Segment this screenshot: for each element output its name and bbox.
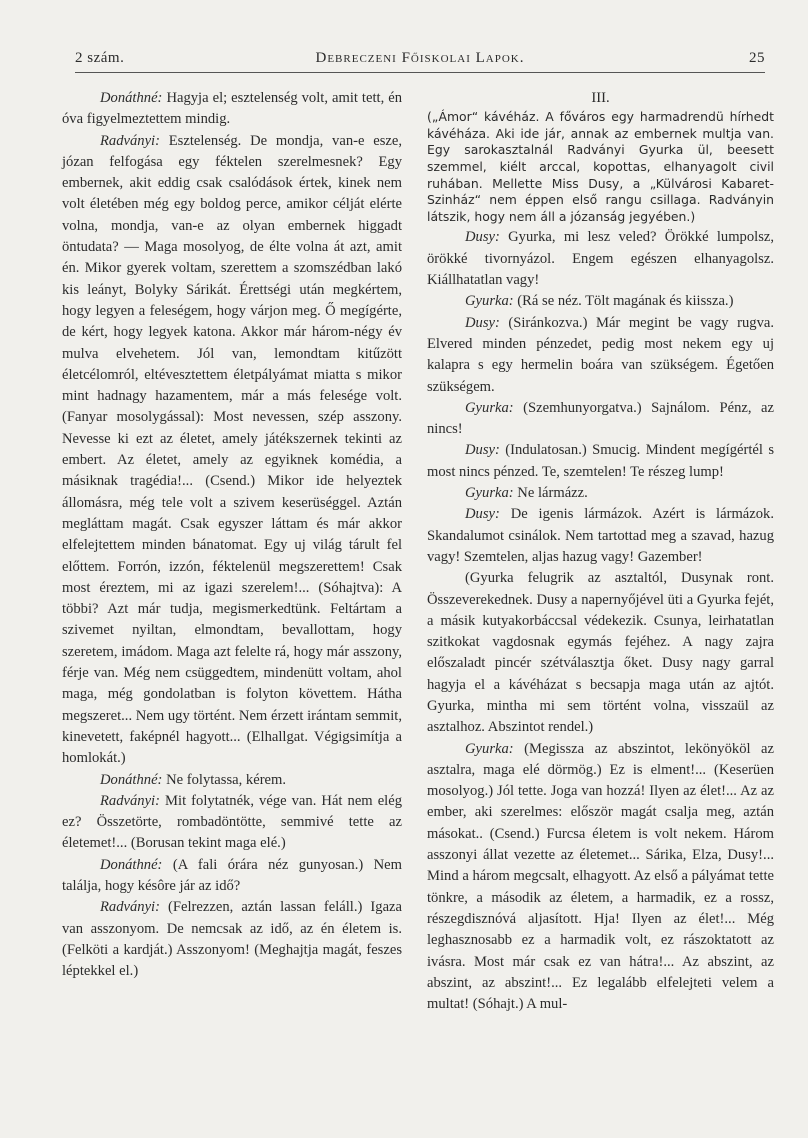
speaker-name: Gyurka: (465, 740, 514, 757)
stage-action-text: (Gyurka felugrik az asztaltól, Dusynak ront. Összeverekednek. Dusy a napernyőjével üti a Gyurka fejét, a másik kutyakorbáccsal védekezik. Csunya, leirhatatlan szitkokat vagdosnak egymás fejéhez. A nagy zajra előszaladt pincér szétválasztja őket. Dusy nagy garral hagyja el a kávéházat s becsapja maga után az ajtót. Gyurka, mintha mi sem történt volna, visszaül az asztalhoz. Abszintot rendel.) (427, 570, 774, 736)
dialogue-text: (Megissza az abszintot, lekönyököl az asztalra, maga elé dörmög.) Ez is elment!... (Keserüen mosolyog.) Jól tette. Joga van hozzá! Ilyen az élet!... Az az ember, aki szerelmes: először magát csalja meg, aztán másokat.. (Csend.) Furcsa életem is volt nekem. Három asszonyi állat vezette az életemet... Sárika, Elza, Dusy!... Mind a három megcsalt, elhagyott. Az első a pályámat tette tönkre, a második az életem, a harmadik, ez a rossz, részegdisznóvá aljasított. Hja! Ilyen az élet!... Még leghasznosabb ez a harmadik volt, ez rászoktatott az ivásra. Most már csak ez van hátra!... Az abszint, az abszint, az abszint!... Ez legalább elfelejteti velem a multat! (Sóhajt.) A mul- (427, 740, 774, 1013)
dialogue-text: (A fali órára néz gunyosan.) Nem találja, hogy késôre jár az idő? (62, 856, 402, 894)
paragraph (427, 483, 774, 504)
speaker-name: Dusy: (465, 442, 500, 459)
speaker-name: Dusy: (465, 314, 500, 331)
dialogue-text: (Indulatosan.) Smucig. Mindent megígértél s most nincs pénzed. Te, szemtelen! Te részeg lump! (427, 442, 775, 480)
journal-title: Debreczeni Főiskolai Lapok. (315, 50, 525, 66)
dialogue-text: Esztelenség. De mondja, van-e esze, józan felfogása egy féktelen szerelmesnek? Egy embernek, akit eddig csak csalódások értek, kinek nem volt életében még egy boldog perce, amikor célját elérte volna, mondja, van-e az olyan embernek higgadt öntudata? — Maga mosolyog, de élte volna át azt, amit én. Mikor gyerek voltam, szerettem a szomszédban lakó kis leányt, Bolyky Sárikát. Érettségi után megkértem, hogy legyen a feleségem, hogy várjon meg. Ő megígérte, de kért, hogy legyek katona. Akkor már három-négy év mulva elvehetem. Jól van, lemondtam kitűzött életcélomról, eltévesztettem életpályámat miatta s mikor mint hadnagy hazamentem, már a más felesége volt. (Fanyar mosolygással): Most nevessen, szép asszony. Nevesse ki ezt az életet, amely játékszernek tekinti az embert. Az életet, amely az egyiknek komédia, a másiknak tragédia!... (Csend.) Mikor ide helyeztek állomásra, még tele volt a szivem keserüséggel. Aztán megláttam magát. Csak egyszer láttam és már akkor elfelejtettem minden bánatomat. Egy uj világ tárult fel előttem. Forrón, izzón, féktelenül megszerettem! Csak most éreztem, mi az igazi szerelem!... (Sóhajtva): A többi? Azt már tudja, megismerkedtünk. Feltártam a szivemet nyiltan, elmondtam, bevallottam, hogy szeretem, imádom. Maga azt felelte rá, hogy már asszony, férje van. Még nem csüggedtem, mindenütt voltam, ahol maga, még gondolatban is folyton követtem. Hátha megszeret... Nem ugy történt. Nem érzett irántam semmit, kinevetett, faképnél hagyott... (Elhallgat. Végigsimítja a homlokát.) (62, 132, 402, 767)
dialogue-text: (Felrezzen, aztán lassan feláll.) Igaza van asszonyom. De nemcsak az idő, az én életem is. (Felköti a kardját.) Asszonyom! (Meghajtja magát, feszes léptekkel el.) (62, 899, 403, 980)
page-header (75, 46, 765, 70)
paragraph (427, 504, 774, 568)
paragraph (427, 440, 774, 483)
paragraph (62, 791, 402, 855)
dialogue-text: Hagyja el; esztelenség volt, amit tett, én óva figyelmeztettem mindig. (62, 90, 403, 128)
left-column (62, 88, 402, 982)
dialogue-text: De igenis lármázok. Azért is lármázok. Skandalumot csinálok. Nem tartottad meg a szavad, hazug vagy! Szemtelen, aljas hazug vagy! Gazember! (427, 506, 774, 565)
dialogue-text: Gyurka, mi lesz veled? Örökké lumpolsz, örökké tivornyázol. Engem egészen elhanyagolsz. Kiállhatatlan vagy! (427, 229, 774, 289)
paragraph (427, 568, 774, 738)
speaker-name: Radványi: (100, 792, 160, 809)
paragraph (62, 88, 402, 131)
speaker-name: Donáthné: (100, 856, 163, 873)
speaker-name: Gyurka: (465, 485, 514, 502)
speaker-name: Radványi: (100, 899, 160, 916)
issue-number: 2 szám. (75, 50, 125, 66)
dialogue-text: Ne lármázz. (517, 485, 588, 502)
speaker-name: Donáthné: (100, 771, 163, 788)
paragraph (427, 739, 774, 1016)
right-column (427, 88, 774, 1015)
stage-direction: („Ámor“ kávéház. A főváros egy harmadrendü hírhedt kávéháza. Aki ide jár, annak az embernek multja van. Egy sarokasztalnál Radványi Gyurka ül, beesett szemmel, kiélt arccal, kopottas, elhanyagolt civil ruhában. Mellette Miss Dusy, a „Külvárosi Kabaret-Szinház“ nem éppen első rangu csillaga. Radványin látszik, hogy nem áll a józanság jegyében.) (427, 109, 774, 224)
paragraph (427, 398, 774, 441)
header-rule (75, 72, 765, 73)
speaker-name: Radványi: (100, 132, 160, 149)
speaker-name: Dusy: (465, 229, 500, 246)
paragraph (62, 131, 402, 770)
dialogue-text: (Szemhunyorgatva.) Sajnálom. Pénz, az nincs! (427, 399, 774, 438)
section-heading: III. (591, 90, 610, 106)
speaker-name: Donáthné: (100, 90, 163, 106)
paragraph (62, 897, 402, 982)
dialogue-text: (Siránkozva.) Már megint be vagy rugva. Elvered minden pénzedet, pedig most nekem egy uj kalapra s egy hermelin boára van szükségem. Égetően szükségem. (427, 314, 774, 395)
page-number: 25 (749, 50, 765, 66)
paragraph (62, 770, 402, 791)
speaker-name: Dusy: (465, 506, 500, 523)
paragraph (62, 855, 402, 898)
dialogue-text: (Rá se néz. Tölt magának és kiissza.) (517, 293, 734, 310)
paragraph (427, 291, 774, 312)
dialogue-text: Mit folytatnék, vége van. Hát nem elég ez? Összetörte, rombadöntötte, semmivé tette az életemet!... (Borusan tekint maga elé.) (62, 792, 403, 852)
paragraph (427, 227, 774, 291)
paragraph (427, 313, 774, 398)
speaker-name: Gyurka: (465, 399, 514, 416)
dialogue-text: Ne folytassa, kérem. (166, 771, 287, 788)
speaker-name: Gyurka: (465, 293, 514, 310)
